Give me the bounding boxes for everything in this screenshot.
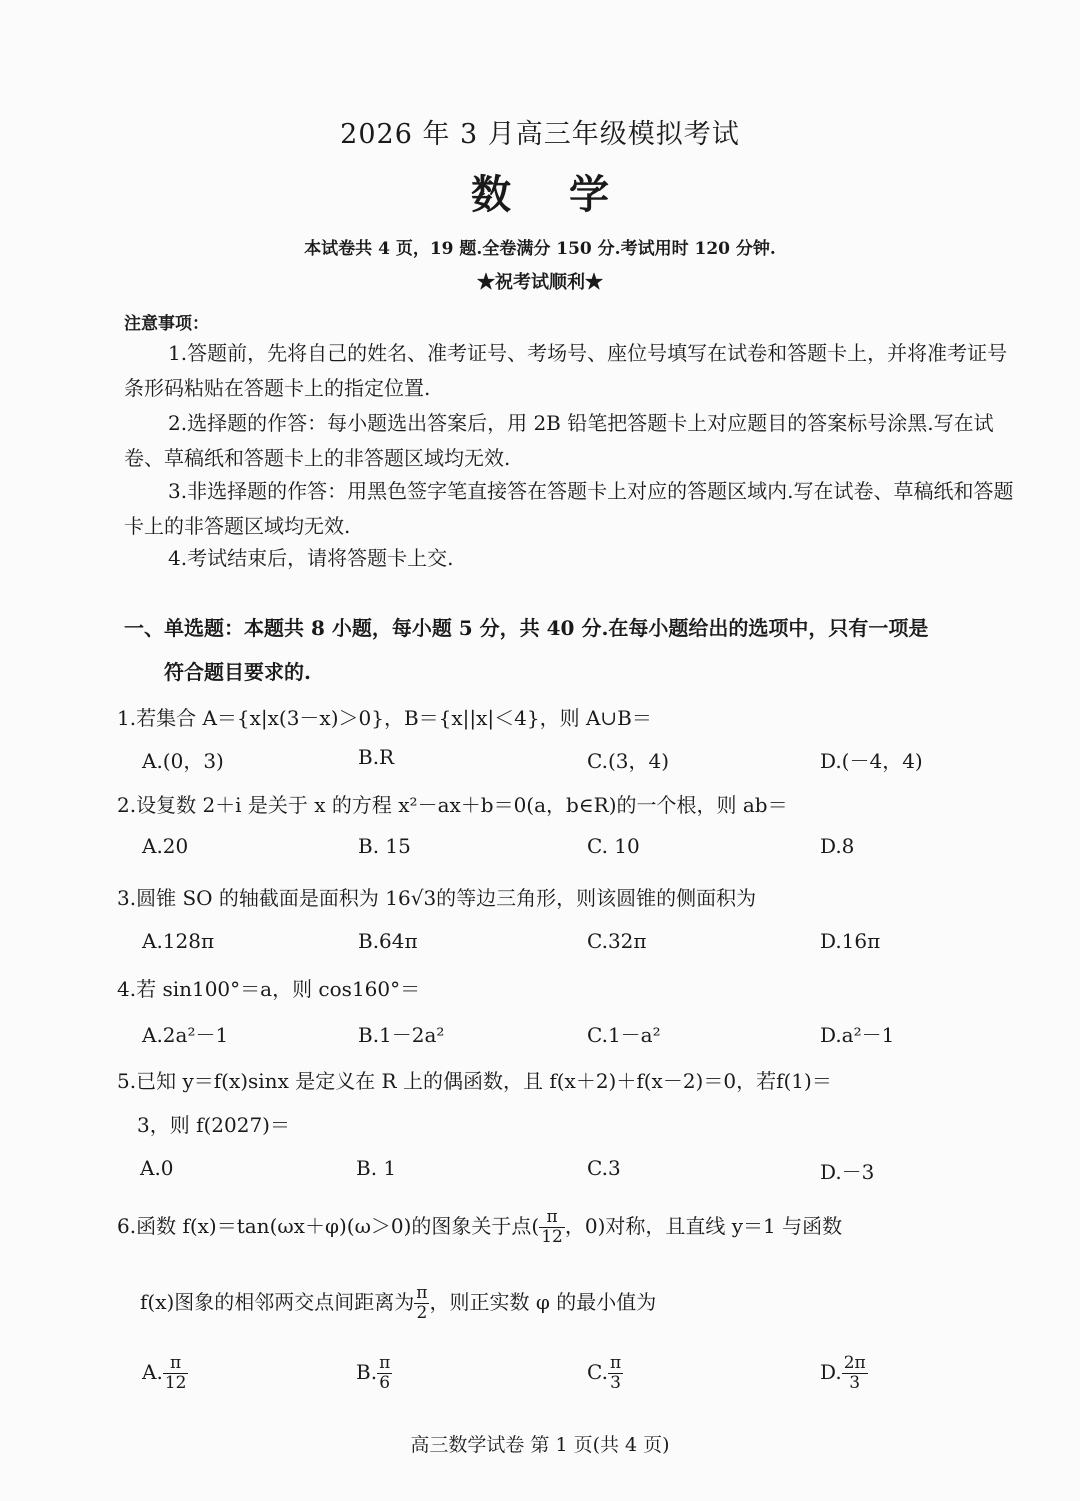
question-6-option-a: A. $\frac{\pi}{12}$ — [142, 1353, 187, 1393]
question-3-option-d: D.16π — [820, 929, 881, 953]
question-3-option-a: A.128π — [142, 929, 215, 953]
question-2-option-c: C. 10 — [587, 834, 640, 858]
question-5-stem-line1: 5.已知 y＝f(x)sinx 是定义在 R 上的偶函数，且 f(x＋2)＋f(x－2)＝0，若f(1)＝ — [117, 1069, 832, 1093]
notice-item-1: 1.答题前，先将自己的姓名、准考证号、考场号、座位号填写在试卷和答题卡上，并将准考证号条形码粘贴在答题卡上的指定位置. — [124, 341, 1008, 400]
question-3-stem: 3.圆锥 SO 的轴截面是面积为 16√3的等边三角形，则该圆锥的侧面积为 — [117, 886, 757, 910]
question-4-option-a: A.2a²－1 — [142, 1023, 229, 1047]
section-heading-cont: 符合题目要求的. — [164, 660, 311, 684]
question-1-option-d: D.(－4，4) — [820, 749, 923, 773]
question-5-option-d: D.－3 — [820, 1160, 875, 1184]
question-5-option-b: B. 1 — [356, 1156, 397, 1180]
question-4-stem: 4.若 sin100°＝a，则 cos160°＝ — [117, 977, 421, 1001]
exam-info: 本试卷共 4 页，19 题.全卷满分 150 分.考试用时 120 分钟. — [304, 239, 776, 259]
question-2-option-a: A.20 — [142, 834, 189, 858]
question-5-option-a: A.0 — [140, 1156, 174, 1180]
question-2-stem: 2.设复数 2＋i 是关于 x 的方程 x²－ax＋b＝0(a，b∈R)的一个根，则 ab＝ — [117, 793, 788, 817]
notice-heading: 注意事项： — [124, 314, 209, 334]
exam-wish: ★祝考试顺利★ — [477, 272, 603, 293]
fraction-pi-over-2: $\frac{\pi}{2}$ — [416, 1283, 428, 1323]
question-6-stem-line1: 6.函数 f(x)＝tan(ωx＋φ)(ω＞0)的图象关于点( $\frac{\pi}{12}$ ，0)对称，且直线 y＝1 与函数 — [117, 1207, 843, 1247]
question-3-option-b: B.64π — [358, 929, 418, 953]
question-1-option-a: A.(0，3) — [142, 749, 224, 773]
section-heading: 一、单选题：本题共 8 小题，每小题 5 分，共 40 分.在每小题给出的选项中，只有一项是 — [124, 616, 929, 640]
question-1-stem: 1.若集合 A＝{x|x(3－x)＞0}，B＝{x||x|＜4}，则 A∪B＝ — [117, 706, 652, 730]
question-6-option-b: B. $\frac{\pi}{6}$ — [356, 1353, 391, 1393]
question-6-stem-line2: f(x)图象的相邻两交点间距离为 $\frac{\pi}{2}$ ，则正实数 φ 的最小值为 — [140, 1283, 657, 1323]
question-1-option-c: C.(3，4) — [587, 749, 670, 773]
question-4-option-c: C.1－a² — [587, 1023, 661, 1047]
question-4-option-b: B.1－2a² — [358, 1023, 445, 1047]
question-2-option-b: B. 15 — [358, 834, 411, 858]
question-5-stem-line2: 3，则 f(2027)＝ — [137, 1113, 290, 1137]
question-4-option-d: D.a²－1 — [820, 1023, 895, 1047]
question-6-option-c: C. $\frac{\pi}{3}$ — [587, 1353, 622, 1393]
notice-item-2: 2.选择题的作答：每小题选出答案后，用 2B 铅笔把答题卡上对应题目的答案标号涂黑.写在试卷、草稿纸和答题卡上的非答题区域均无效. — [124, 411, 994, 470]
question-6-option-d: D. $\frac{2\pi}{3}$ — [820, 1353, 866, 1393]
question-3-option-c: C.32π — [587, 929, 647, 953]
question-2-option-d: D.8 — [820, 834, 855, 858]
question-1-option-b: B.R — [358, 745, 395, 769]
subject-title: 数学 — [471, 171, 667, 218]
page-footer: 高三数学试卷 第 1 页(共 4 页) — [410, 1434, 670, 1456]
question-5-option-c: C.3 — [587, 1156, 621, 1180]
fraction-pi-over-12: $\frac{\pi}{12}$ — [541, 1207, 563, 1247]
notice-item-4: 4.考试结束后，请将答题卡上交. — [168, 546, 454, 570]
notice-item-3: 3.非选择题的作答：用黑色签字笔直接答在答题卡上对应的答题区域内.写在试卷、草稿纸和答题卡上的非答题区域均无效. — [124, 479, 1014, 538]
exam-title: 2026 年 3 月高三年级模拟考试 — [340, 119, 740, 150]
